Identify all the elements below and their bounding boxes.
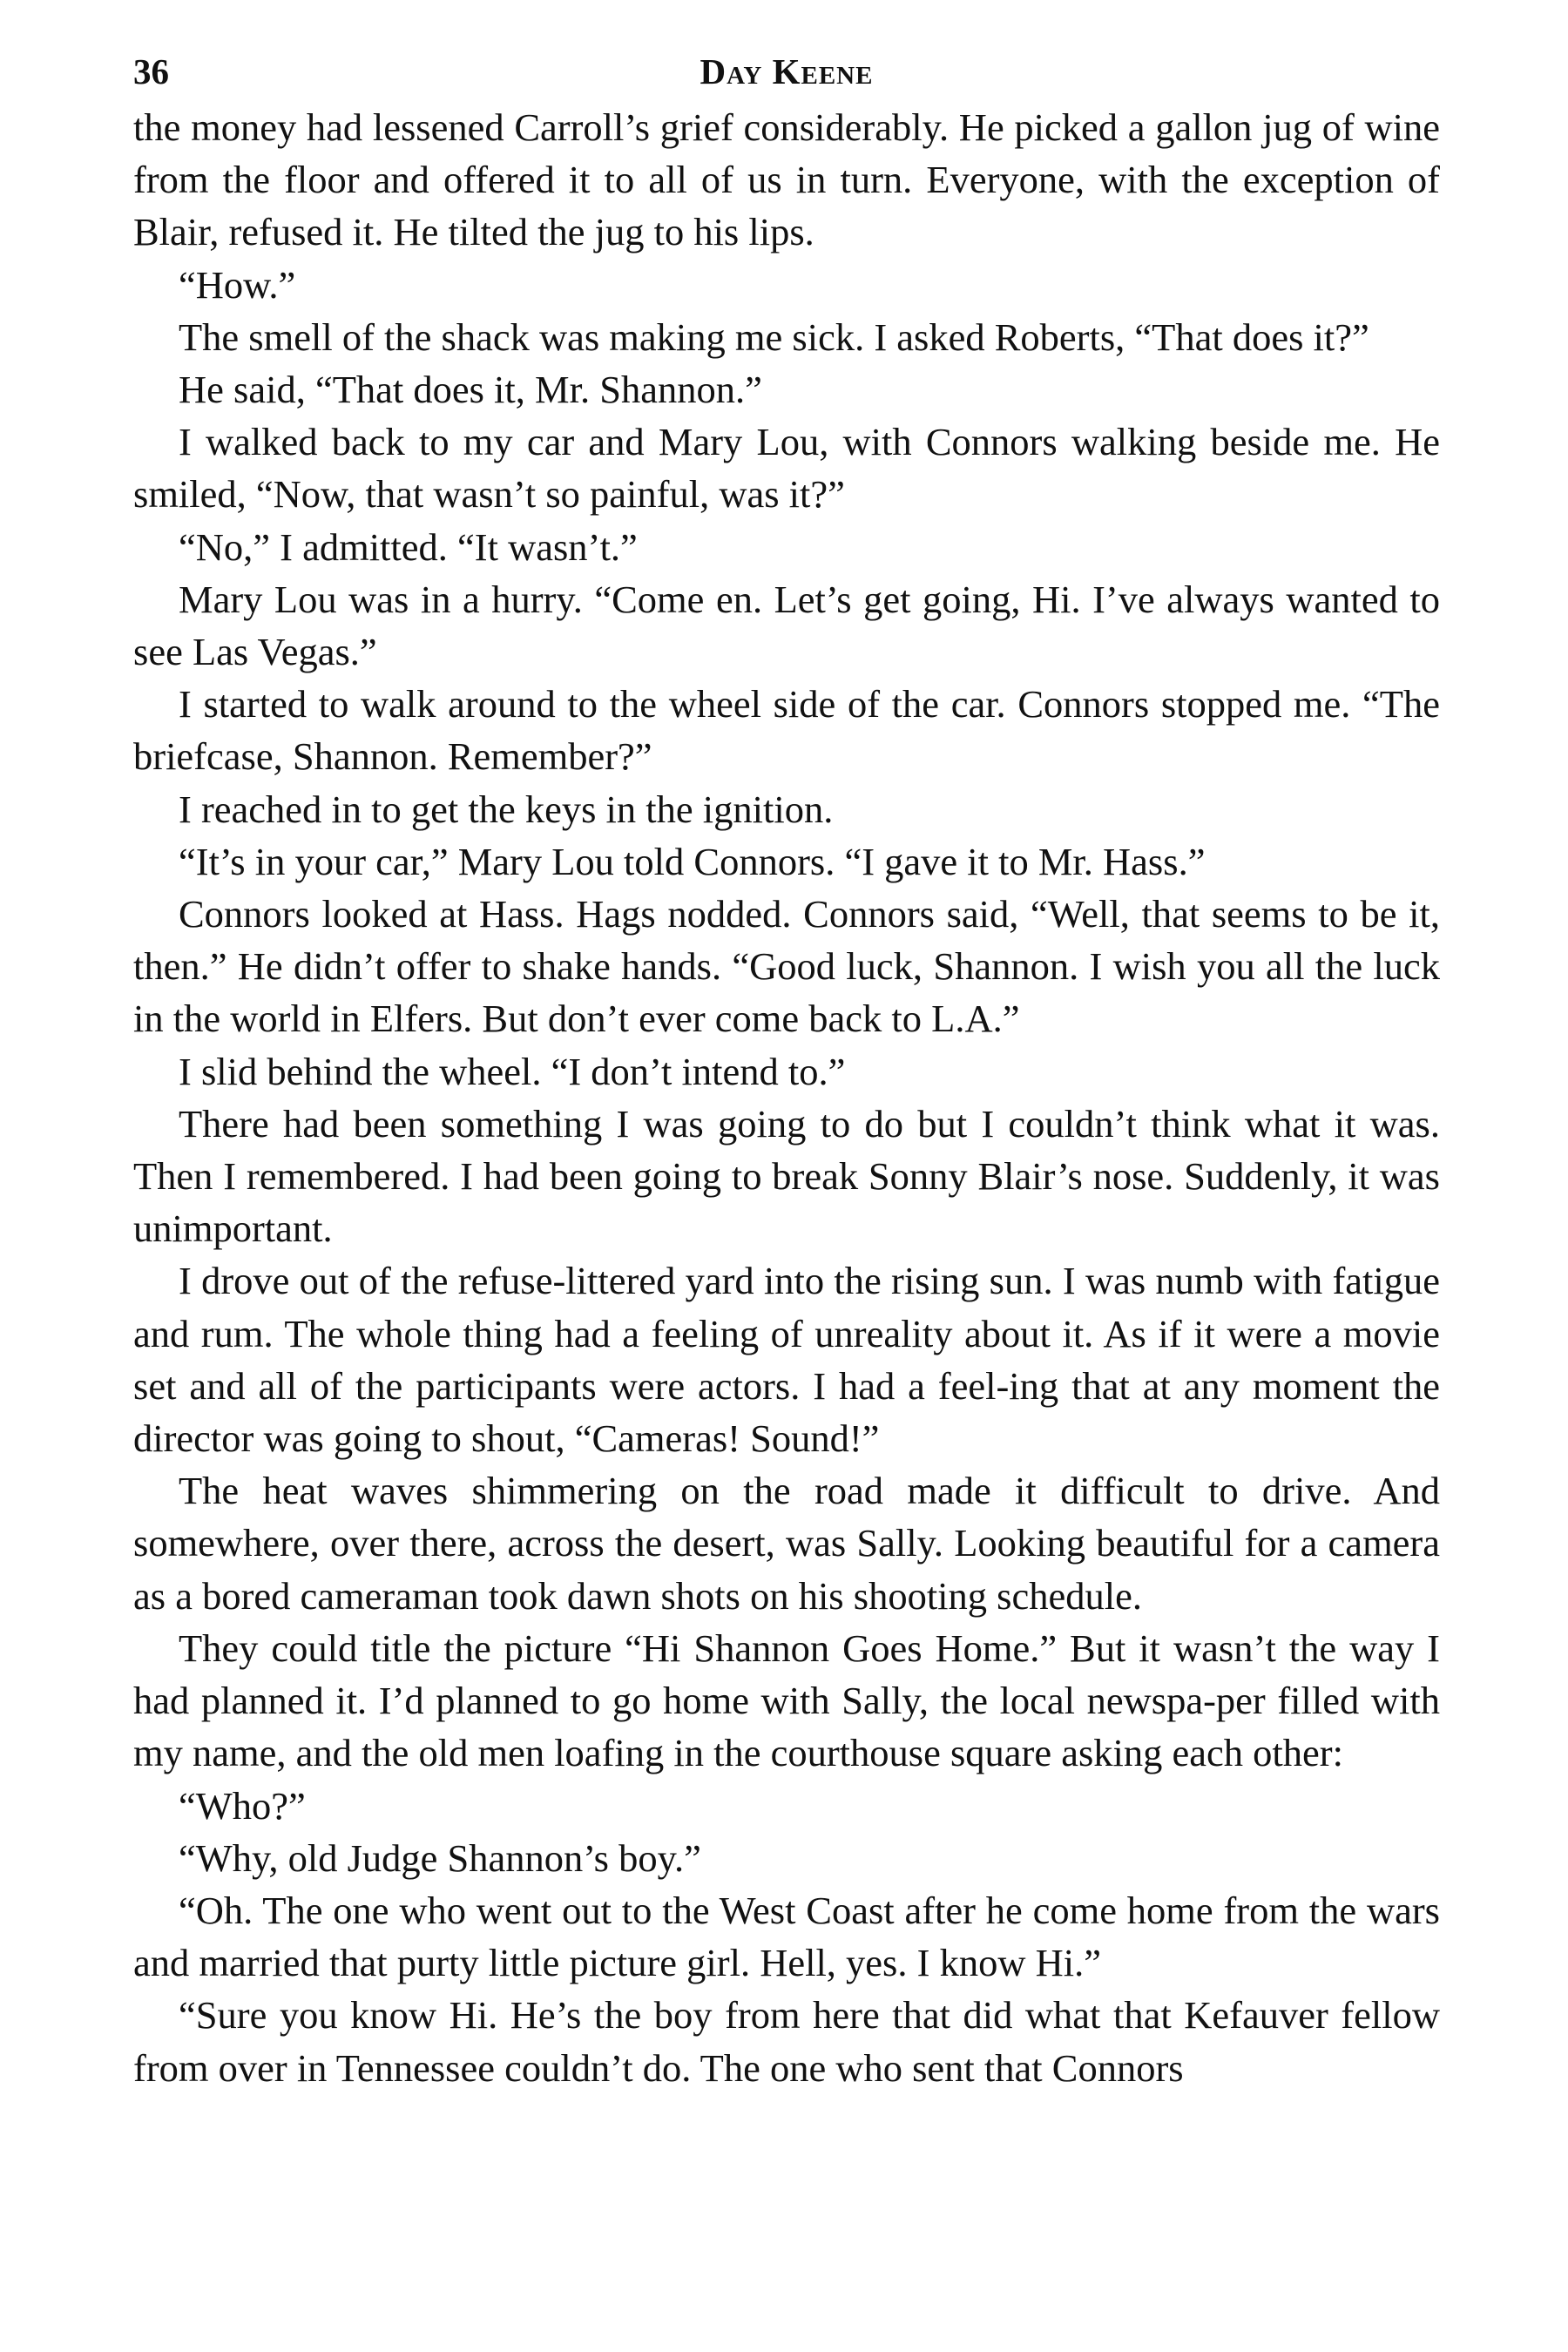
paragraph: They could title the picture “Hi Shannon Goes Home.” But it wasn’t the way I had planned it. I’d planned to go home with Sally, the local newspa-per filled with my name, and the old men loafing in the courthouse square asking each other: xyxy=(133,1625,1440,1775)
paragraph: “It’s in your car,” Mary Lou told Connors. “I gave it to Mr. Hass.” xyxy=(179,839,1206,883)
paragraph: I walked back to my car and Mary Lou, with Connors walking beside me. He smiled, “Now, that wasn’t so painful, was it?” xyxy=(133,420,1440,517)
paragraph: “Why, old Judge Shannon’s boy.” xyxy=(179,1835,701,1880)
paragraph: Connors looked at Hass. Hags nodded. Connors said, “Well, that seems to be it, then.” He didn’t offer to shake hands. “Good luck, Shannon. I wish you all the luck in the world in Elfers. But don’t ever come back to L.A.” xyxy=(133,892,1440,1041)
running-head xyxy=(133,42,1440,101)
page-number: 36 xyxy=(133,51,169,91)
paragraph: He said, “That does it, Mr. Shannon.” xyxy=(179,368,762,412)
paragraph: I slid behind the wheel. “I don’t intend to.” xyxy=(179,1049,846,1093)
running-title: Day Keene xyxy=(700,51,874,91)
paragraph: I started to walk around to the wheel side of the car. Connors stopped me. “The briefcase, Shannon. Remember?” xyxy=(133,682,1440,779)
paragraph: “Sure you know Hi. He’s the boy from here that did what that Kefauver fellow from over in Tennessee couldn’t do. The one who sent that Connors xyxy=(133,1993,1440,2090)
book-page xyxy=(133,42,1440,2094)
paragraph: “No,” I admitted. “It wasn’t.” xyxy=(179,524,638,569)
paragraph: “Oh. The one who went out to the West Coast after he come home from the wars and married that purty little picture girl. Hell, yes. I know Hi.” xyxy=(133,1888,1440,1985)
paragraph: I drove out of the refuse-littered yard into the rising sun. I was numb with fatigue and rum. The whole thing had a feeling of unreality about it. As if it were a movie set and all of the participants were actors. I had a feel-ing that at any moment the director was going to shout, “Cameras! Sound!” xyxy=(133,1259,1440,1461)
paragraph: “How.” xyxy=(179,262,296,307)
paragraph: Mary Lou was in a hurry. “Come en. Let’s get going, Hi. I’ve always wanted to see Las Vegas.” xyxy=(133,577,1440,674)
paragraph: The smell of the shack was making me sick. I asked Roberts, “That does it?” xyxy=(179,314,1369,359)
paragraph: the money had lessened Carroll’s grief considerably. He picked a gallon jug of wine from the floor and offered it to all of us in turn. Everyone, with the exception of Blair, refused it. He tilted the jug to his lips. xyxy=(133,105,1440,254)
body-text xyxy=(133,101,1440,2094)
paragraph: I reached in to get the keys in the ignition. xyxy=(179,787,834,831)
paragraph: “Who?” xyxy=(179,1783,306,1828)
paragraph: There had been something I was going to do but I couldn’t think what it was. Then I remembered. I had been going to break Sonny Blair’s nose. Suddenly, it was unimportant. xyxy=(133,1101,1440,1251)
paragraph: The heat waves shimmering on the road made it difficult to drive. And somewhere, over there, across the desert, was Sally. Looking beautiful for a camera as a bored cameraman took dawn shots on his shooting schedule. xyxy=(133,1469,1440,1618)
